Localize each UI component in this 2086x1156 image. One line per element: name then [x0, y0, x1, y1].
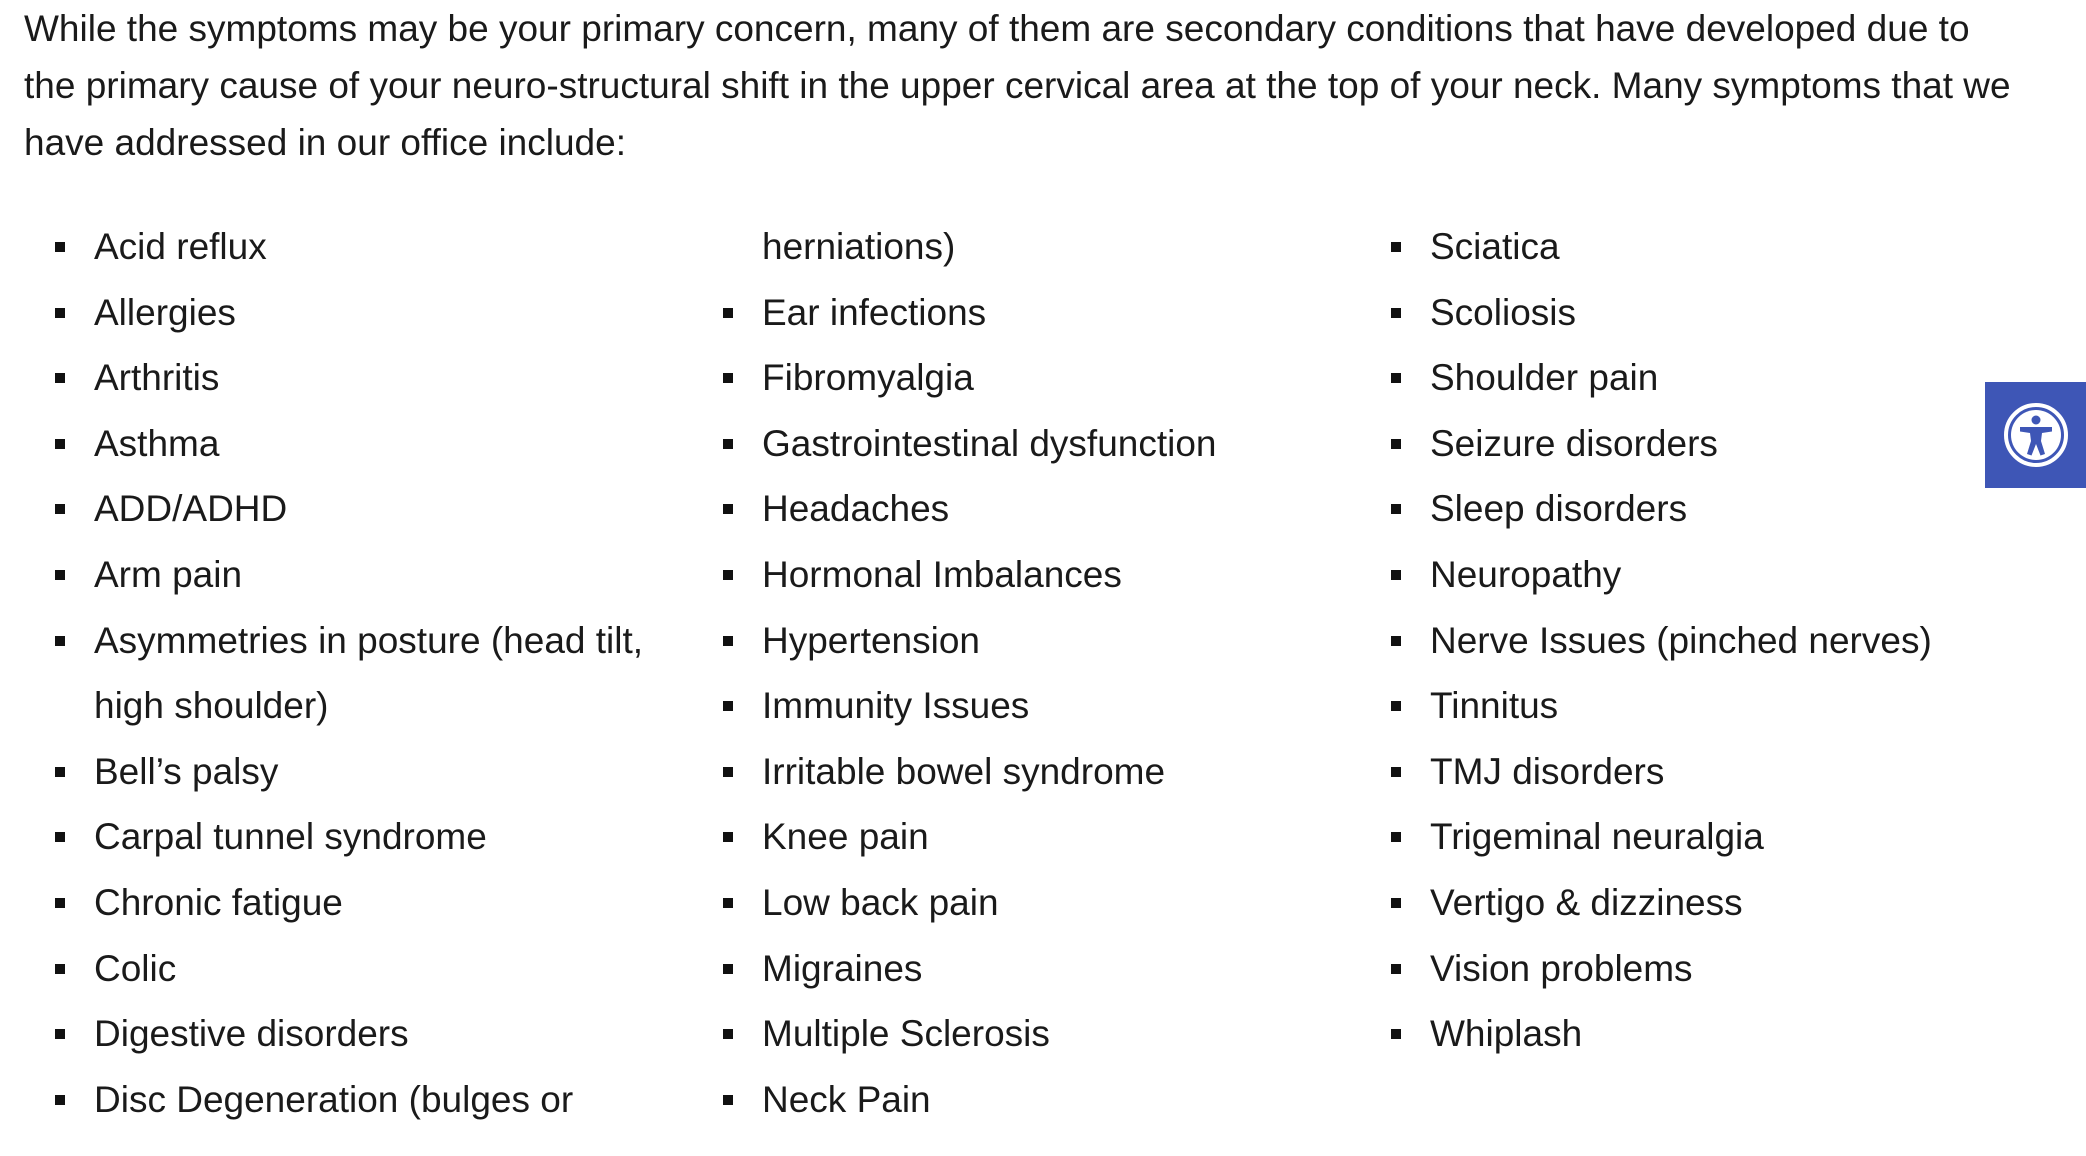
list-item: Vertigo & dizziness — [1390, 870, 2030, 936]
list-item: Low back pain — [722, 870, 1382, 936]
list-item: Hypertension — [722, 608, 1382, 674]
list-item: Shoulder pain — [1390, 345, 2030, 411]
symptom-column-3 — [1390, 214, 2030, 1067]
list-item: Acid reflux — [54, 214, 718, 280]
list-item: Gastrointestinal dysfunction — [722, 411, 1382, 477]
list-item: Nerve Issues (pinched nerves) — [1390, 608, 2030, 674]
list-item: Trigeminal neuralgia — [1390, 804, 2030, 870]
list-item: Asymmetries in posture (head tilt, high shoulder) — [54, 608, 719, 739]
list-item: Carpal tunnel syndrome — [54, 804, 718, 870]
list-item-continuation: herniations) — [762, 226, 956, 267]
list-item: Scoliosis — [1390, 280, 2030, 346]
list-item: Vision problems — [1390, 936, 2030, 1002]
list-item: Irritable bowel syndrome — [722, 739, 1382, 805]
list-item: Bell’s palsy — [54, 739, 718, 805]
list-item: Sciatica — [1390, 214, 2030, 280]
list-item: Immunity Issues — [722, 673, 1382, 739]
list-item: Tinnitus — [1390, 673, 2030, 739]
list-item: Neuropathy — [1390, 542, 2030, 608]
list-item: Hormonal Imbalances — [722, 542, 1382, 608]
list-item: Headaches — [722, 476, 1382, 542]
list-item: Disc Degeneration (bulges or — [54, 1067, 718, 1133]
list-item: Sleep disorders — [1390, 476, 2030, 542]
symptom-column-1 — [54, 214, 718, 1132]
symptom-column-2 — [722, 214, 1382, 1132]
list-item: Migraines — [722, 936, 1382, 1002]
list-item: Asthma — [54, 411, 718, 477]
list-item: Multiple Sclerosis — [722, 1001, 1382, 1067]
list-item: TMJ disorders — [1390, 739, 2030, 805]
list-item: ADD/ADHD — [54, 476, 718, 542]
symptom-list — [0, 214, 2000, 1134]
list-item: Colic — [54, 936, 718, 1002]
list-item: Chronic fatigue — [54, 870, 718, 936]
list-item: Whiplash — [1390, 1001, 2030, 1067]
list-item: Allergies — [54, 280, 718, 346]
list-item: Digestive disorders — [54, 1001, 718, 1067]
intro-paragraph: While the symptoms may be your primary concern, many of them are secondary conditions that have developed due to the primary cause of your neuro-structural shift in the upper cervical area at the top of your neck. Many symptoms that we have addressed in our office include: — [24, 8, 2011, 163]
list-item: Knee pain — [722, 804, 1382, 870]
list-item: Fibromyalgia — [722, 345, 1382, 411]
list-item: Arm pain — [54, 542, 718, 608]
accessibility-icon — [2002, 401, 2070, 469]
accessibility-button[interactable] — [1985, 382, 2086, 488]
list-item: Seizure disorders — [1390, 411, 2030, 477]
list-item: Arthritis — [54, 345, 718, 411]
list-item: Neck Pain — [722, 1067, 1382, 1133]
list-item: Ear infections — [722, 280, 1382, 346]
